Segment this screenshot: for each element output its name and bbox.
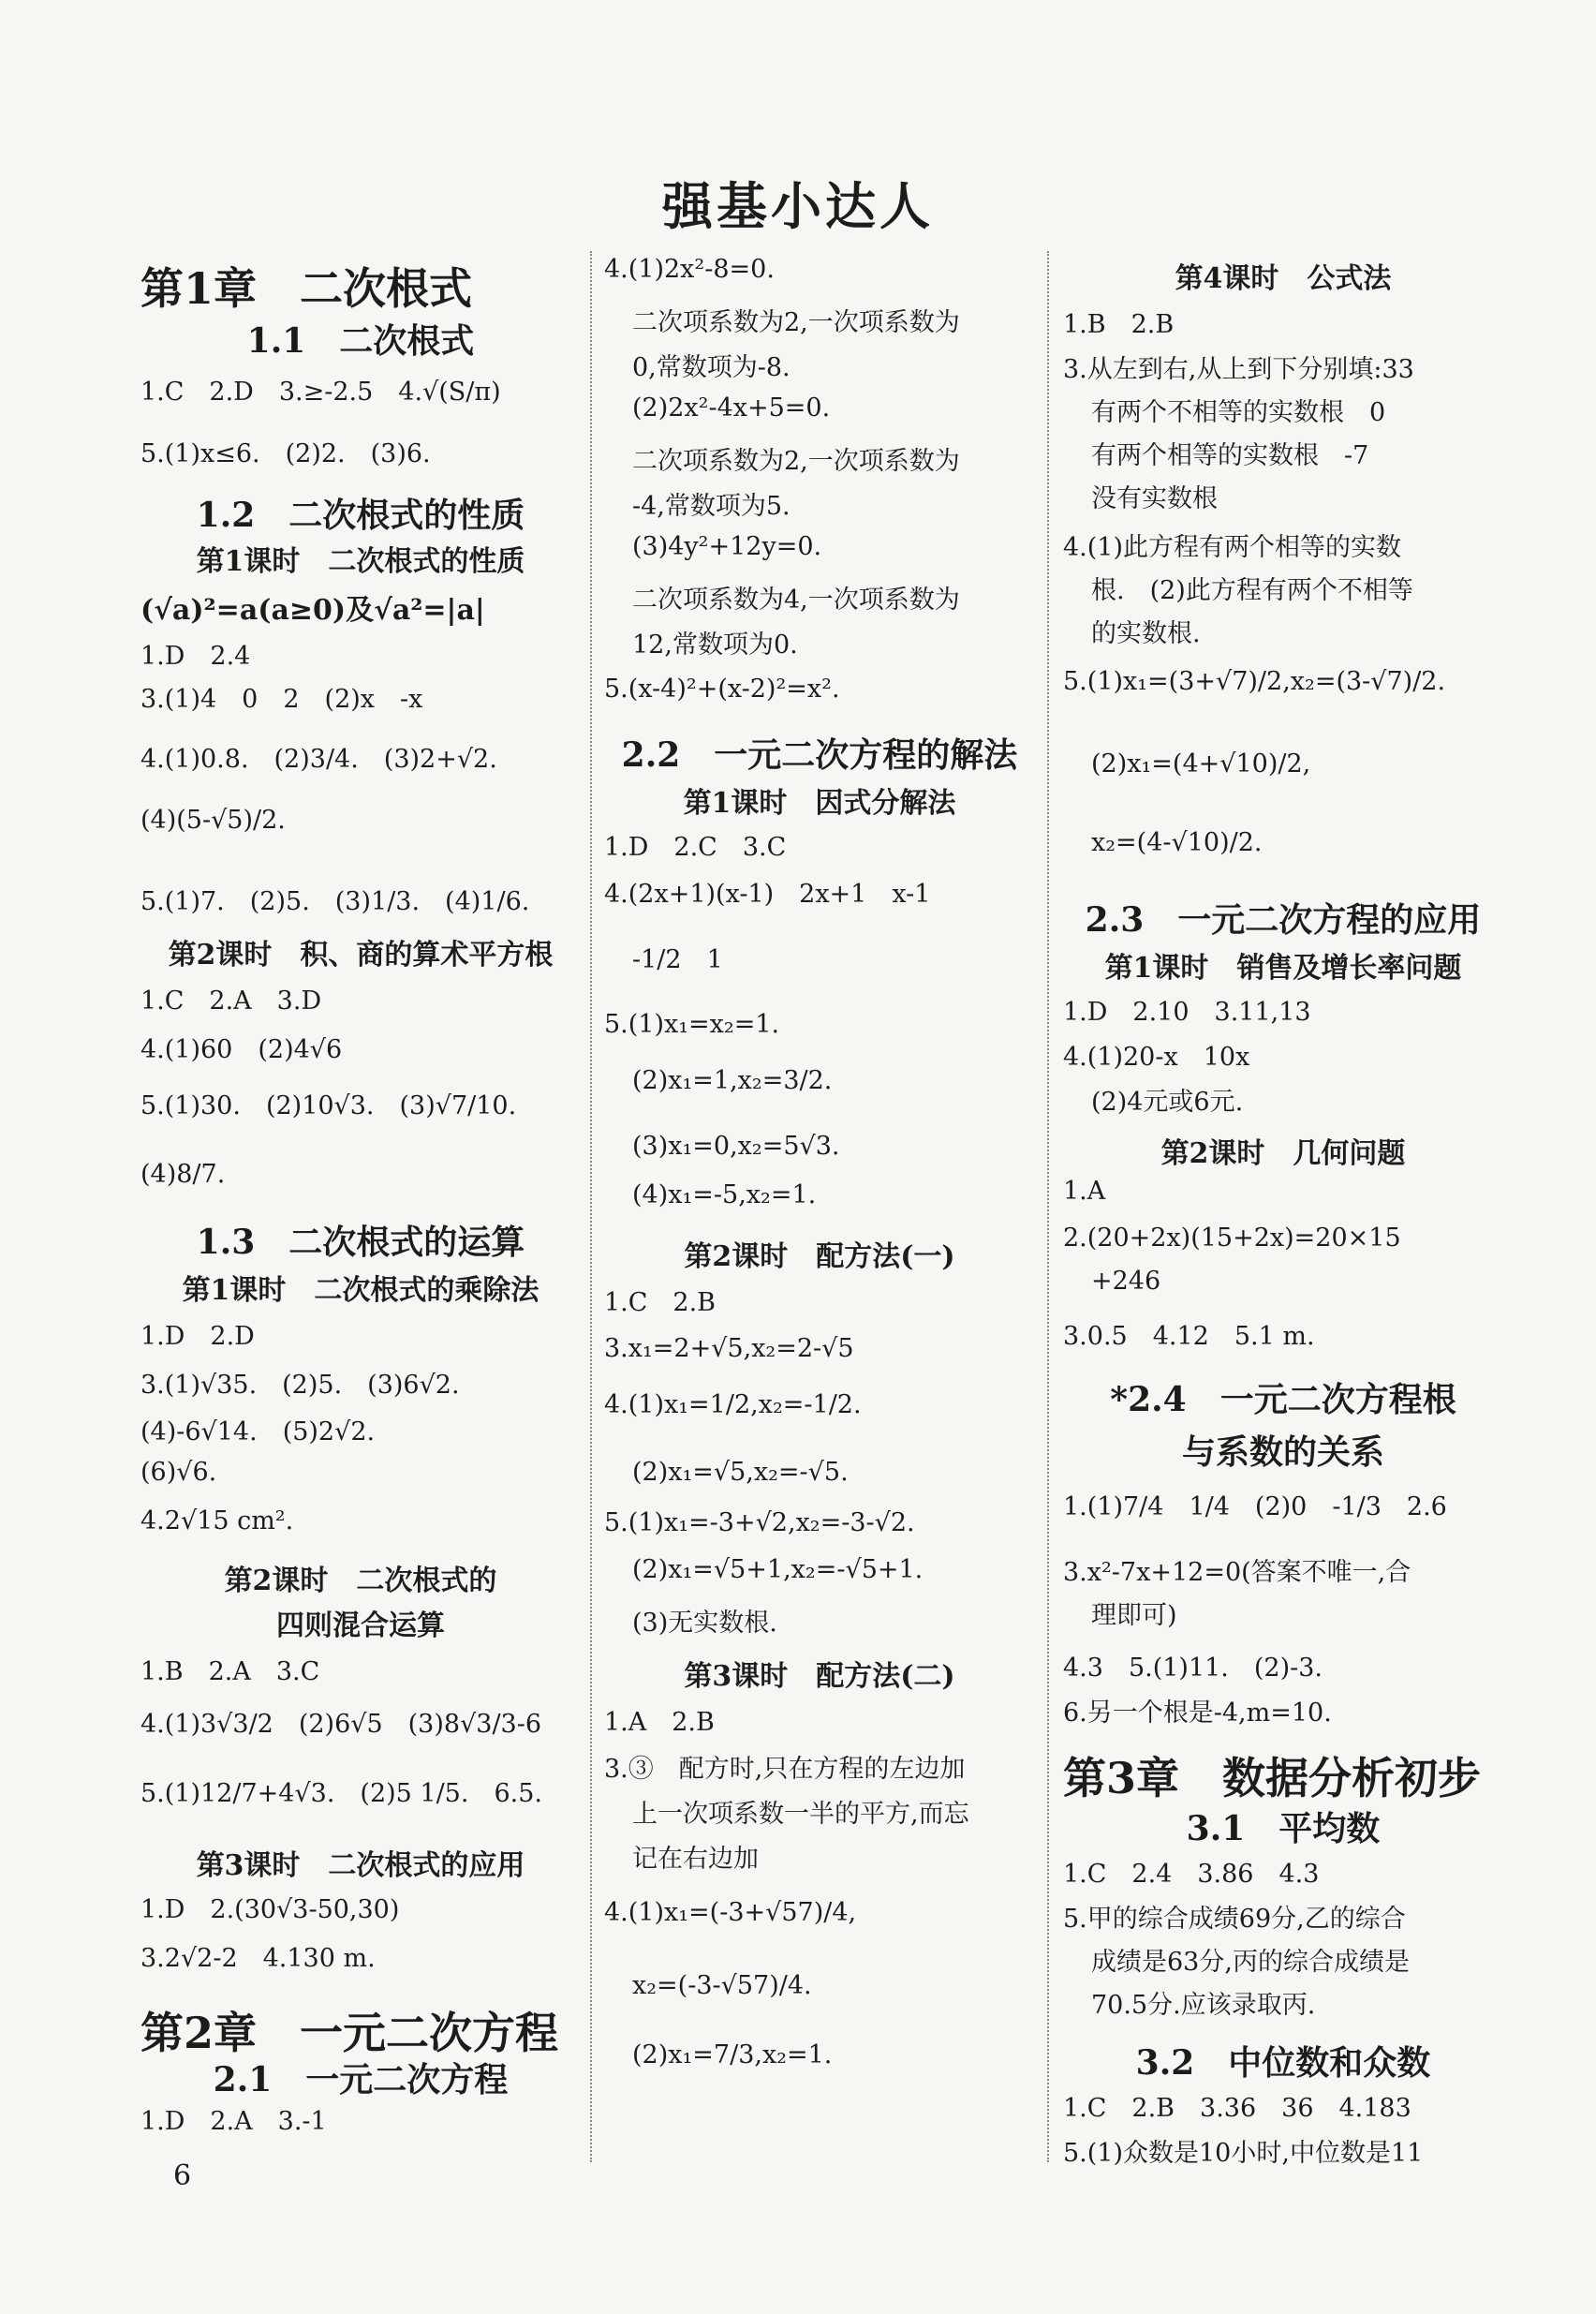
answer-line: 4.(1)此方程有两个相等的实数 — [1063, 533, 1402, 562]
lesson-heading: 第2课时 配方法(一) — [684, 1240, 955, 1273]
answer-line: 4.(1)20-x 10x — [1063, 1043, 1250, 1072]
answer-line: 3.从左到右,从上到下分别填:33 — [1063, 355, 1414, 384]
answer-line: 5.甲的综合成绩69分,乙的综合 — [1063, 1905, 1406, 1934]
answer-line: 1.D 2.C 3.C — [604, 833, 787, 862]
lesson-heading: 第2课时 二次根式的 — [224, 1565, 497, 1597]
answer-line: 4.(1)60 (2)4√6 — [140, 1035, 343, 1064]
lesson-heading: 第1课时 因式分解法 — [683, 787, 956, 820]
answer-continuation: x₂=(-3-√57)/4. — [632, 1971, 812, 2000]
answer-continuation: (4)x₁=-5,x₂=1. — [632, 1180, 817, 1209]
chapter-heading: 第2章 一元二次方程 — [140, 2008, 559, 2058]
lesson-heading: 第3课时 二次根式的应用 — [196, 1849, 525, 1882]
answer-continuation: x₂=(4-√10)/2. — [1091, 828, 1263, 857]
section-heading: 3.1 平均数 — [1186, 1809, 1381, 1848]
answer-line: 5.(1)12/7+4√3. (2)5 1/5. 6.5. — [140, 1779, 542, 1808]
section-heading: 2.2 一元二次方程的解法 — [621, 735, 1018, 775]
answer-continuation: (3)x₁=0,x₂=5√3. — [632, 1132, 840, 1161]
answer-line: (6)√6. — [140, 1458, 217, 1487]
answer-line: (4)(5-√5)/2. — [140, 806, 286, 835]
answer-line: 1.C 2.4 3.86 4.3 — [1063, 1860, 1320, 1889]
answer-line: 1.B 2.A 3.C — [140, 1657, 320, 1686]
answer-line: 1.D 2.4 — [140, 642, 251, 671]
answer-continuation: (2)4元或6元. — [1091, 1088, 1244, 1117]
answer-column-2 — [604, 255, 1035, 2097]
answer-continuation: 70.5分.应该录取丙. — [1091, 1991, 1316, 2020]
answer-line: 1.D 2.A 3.-1 — [140, 2107, 327, 2136]
lesson-heading: 第2课时 几何问题 — [1160, 1137, 1406, 1170]
answer-line: 3.(1)√35. (2)5. (3)6√2. — [140, 1371, 460, 1400]
section-heading: *2.4 一元二次方程根 — [1110, 1380, 1456, 1419]
answer-line: 1.B 2.B — [1063, 310, 1175, 339]
answer-column-1 — [140, 255, 581, 2147]
answer-continuation: 有两个相等的实数根 -7 — [1091, 441, 1369, 470]
answer-line: 1.C 2.D 3.≥-2.5 4.√(S/π) — [140, 378, 501, 407]
answer-continuation: 记在右边加 — [632, 1845, 759, 1874]
answer-continuation: (2)x₁=7/3,x₂=1. — [632, 2040, 833, 2069]
answer-line: 3.0.5 4.12 5.1 m. — [1063, 1322, 1315, 1351]
answer-line: 4.(1)2x²-8=0. — [604, 255, 775, 284]
answer-line: 4.(1)3√3/2 (2)6√5 (3)8√3/3-6 — [140, 1710, 542, 1739]
answer-line: 6.另一个根是-4,m=10. — [1063, 1698, 1332, 1728]
answer-line: 4.3 5.(1)11. (2)-3. — [1063, 1654, 1323, 1683]
page-title: 强基小达人 — [662, 176, 934, 236]
answer-continuation: (3)4y²+12y=0. — [632, 532, 822, 561]
answer-line: (4)-6√14. (5)2√2. — [140, 1417, 376, 1446]
answer-continuation: 12,常数项为0. — [632, 630, 798, 660]
lesson-heading: 四则混合运算 — [276, 1609, 445, 1642]
answer-continuation: -1/2 1 — [632, 945, 723, 974]
column-divider — [1047, 251, 1049, 2162]
chapter-heading: 第3章 数据分析初步 — [1063, 1753, 1482, 1803]
answer-line: 5.(1)众数是10小时,中位数是11 — [1063, 2139, 1424, 2168]
lesson-heading: 第1课时 销售及增长率问题 — [1104, 952, 1462, 985]
answer-line: 3.(1)4 0 2 (2)x -x — [140, 685, 423, 714]
answer-continuation: (2)x₁=(4+√10)/2, — [1091, 749, 1311, 779]
answer-line: 1.A 2.B — [604, 1708, 715, 1737]
answer-line: 3.x₁=2+√5,x₂=2-√5 — [604, 1334, 854, 1363]
lesson-heading: 第4课时 公式法 — [1175, 262, 1392, 295]
answer-continuation: 根. (2)此方程有两个不相等 — [1091, 576, 1413, 605]
answer-continuation: 有两个不相等的实数根 0 — [1091, 398, 1386, 427]
answer-continuation: 二次项系数为4,一次项系数为 — [632, 586, 960, 615]
section-heading: 3.2 中位数和众数 — [1135, 2043, 1431, 2083]
answer-line: 4.2√15 cm². — [140, 1506, 294, 1535]
chapter-heading: 第1章 二次根式 — [140, 263, 473, 314]
answer-line: 5.(1)x≤6. (2)2. (3)6. — [140, 439, 431, 468]
section-heading: 1.1 二次根式 — [246, 321, 475, 361]
answer-line: 5.(1)x₁=x₂=1. — [604, 1010, 780, 1039]
answer-line: 5.(1)7. (2)5. (3)1/3. (4)1/6. — [140, 887, 530, 916]
answer-continuation: (2)2x²-4x+5=0. — [632, 393, 831, 423]
answer-line: 1.D 2.10 3.11,13 — [1063, 998, 1311, 1027]
answer-continuation: (2)x₁=√5,x₂=-√5. — [632, 1458, 849, 1487]
answer-continuation: 二次项系数为2,一次项系数为 — [632, 447, 960, 476]
answer-line: 1.D 2.D — [140, 1322, 255, 1351]
column-divider — [590, 251, 592, 2162]
answer-line: 4.(2x+1)(x-1) 2x+1 x-1 — [604, 880, 931, 909]
answer-line: 4.(1)x₁=(-3+√57)/4, — [604, 1898, 857, 1927]
answer-line: 3.x²-7x+12=0(答案不唯一,合 — [1063, 1558, 1411, 1587]
lesson-heading: 第2课时 积、商的算术平方根 — [168, 939, 554, 972]
answer-continuation: (2)x₁=1,x₂=3/2. — [632, 1066, 833, 1095]
answer-line: 4.(1)x₁=1/2,x₂=-1/2. — [604, 1390, 862, 1419]
answer-line: 1.(1)7/4 1/4 (2)0 -1/3 2.6 — [1063, 1492, 1447, 1521]
answer-line: (4)8/7. — [140, 1160, 226, 1189]
answer-line: 5.(1)x₁=(3+√7)/2,x₂=(3-√7)/2. — [1063, 667, 1446, 696]
page-number: 6 — [173, 2159, 192, 2192]
answer-continuation: 没有实数根 — [1091, 484, 1218, 513]
lesson-heading: 第1课时 二次根式的性质 — [196, 545, 525, 578]
formula-heading: (√a)²=a(a≥0)及√a²=|a| — [140, 594, 485, 627]
answer-continuation: 的实数根. — [1091, 619, 1201, 648]
answer-continuation: 0,常数项为-8. — [632, 353, 791, 382]
answer-line: 1.D 2.(30√3-50,30) — [140, 1895, 400, 1924]
answer-line: 4.(1)0.8. (2)3/4. (3)2+√2. — [140, 745, 497, 774]
answer-line: 5.(x-4)²+(x-2)²=x². — [604, 675, 840, 704]
lesson-heading: 第3课时 配方法(二) — [684, 1660, 955, 1693]
section-heading: 2.1 一元二次方程 — [213, 2060, 509, 2099]
section-heading: 1.3 二次根式的运算 — [196, 1223, 525, 1262]
answer-line: 2.(20+2x)(15+2x)=20×15 — [1063, 1224, 1401, 1253]
answer-line: 5.(1)30. (2)10√3. (3)√7/10. — [140, 1091, 517, 1120]
answer-line: 1.C 2.B 3.36 36 4.183 — [1063, 2094, 1411, 2123]
answer-line: 3.③ 配方时,只在方程的左边加 — [604, 1755, 966, 1784]
answer-continuation: 成绩是63分,丙的综合成绩是 — [1091, 1948, 1410, 1977]
answer-continuation: 理即可) — [1091, 1601, 1177, 1630]
answer-continuation: (2)x₁=√5+1,x₂=-√5+1. — [632, 1555, 924, 1584]
answer-continuation: +246 — [1091, 1267, 1161, 1296]
lesson-heading: 第1课时 二次根式的乘除法 — [182, 1274, 539, 1307]
answer-continuation: (3)无实数根. — [632, 1609, 777, 1638]
answer-continuation: -4,常数项为5. — [632, 492, 791, 521]
section-heading: 与系数的关系 — [1181, 1432, 1384, 1472]
answer-line: 1.A — [1063, 1177, 1106, 1206]
answer-continuation: 上一次项系数一半的平方,而忘 — [632, 1800, 969, 1829]
section-heading: 2.3 一元二次方程的应用 — [1085, 900, 1482, 940]
answer-line: 3.2√2-2 4.130 m. — [140, 1944, 376, 1973]
answer-line: 1.C 2.B — [604, 1288, 717, 1317]
answer-column-3 — [1063, 255, 1503, 2175]
section-heading: 1.2 二次根式的性质 — [196, 496, 525, 535]
answer-continuation: 二次项系数为2,一次项系数为 — [632, 308, 960, 337]
answer-line: 5.(1)x₁=-3+√2,x₂=-3-√2. — [604, 1508, 915, 1537]
answer-line: 1.C 2.A 3.D — [140, 986, 322, 1016]
